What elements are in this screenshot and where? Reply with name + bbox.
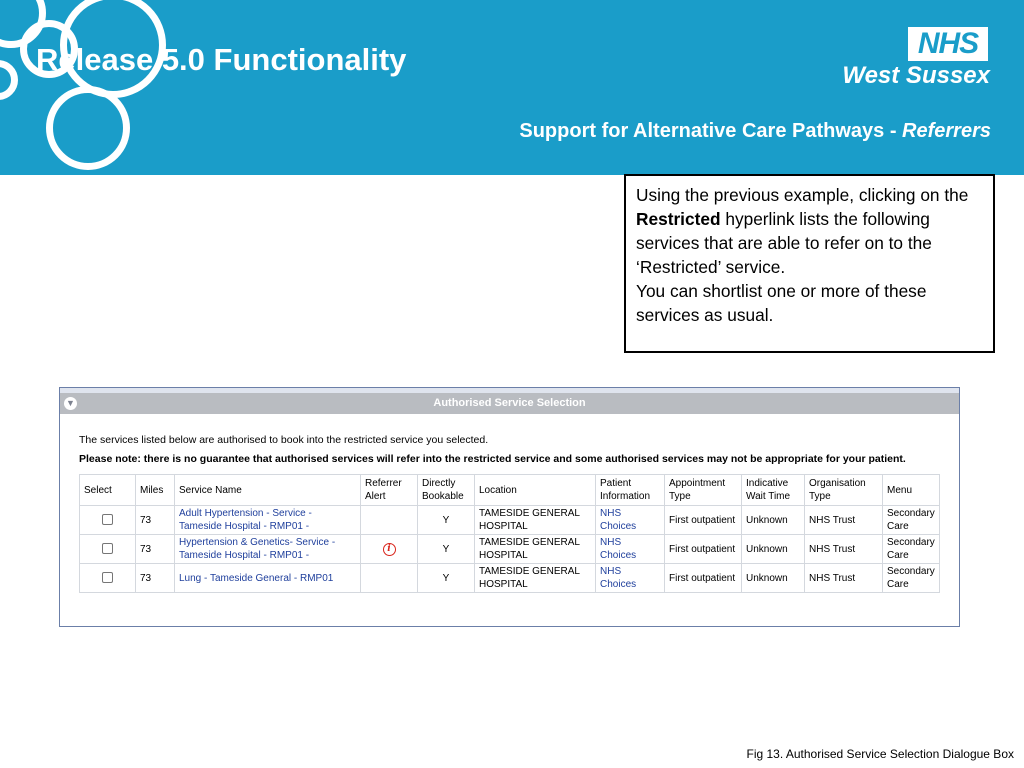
location-cell: TAMESIDE GENERAL HOSPITAL [475,535,596,564]
chevron-down-icon[interactable]: ▼ [64,397,77,410]
services-table [79,474,940,593]
table-row [80,564,940,593]
organisation-type-cell: NHS Trust [805,506,883,535]
column-header-miles: Miles [136,475,175,506]
decorative-ring [46,86,130,170]
explanation-callout [624,174,995,353]
slide-header [0,0,1024,175]
dialog-title: Authorised Service Selection [433,397,586,409]
callout-paragraph [636,183,983,279]
dialog-title-bar [60,393,959,414]
column-header-patient-information: Patient Information [596,475,665,506]
wait-time-cell: Unknown [742,506,805,535]
miles-cell: 73 [136,564,175,593]
column-header-directly-bookable: Directly Bookable [418,475,475,506]
patient-information-link[interactable]: NHS Choices [596,535,665,564]
service-name-link[interactable]: Hypertension & Genetics- Service - Tameside Hospital - RMP01 - [175,535,361,564]
column-header-location: Location [475,475,596,506]
nhs-logo: NHS [908,27,988,61]
column-header-service-name[interactable]: Service Name [175,475,361,506]
callout-bold-term: Restricted [636,209,721,229]
referrer-alert-cell [361,564,418,593]
organisation-type-cell: NHS Trust [805,564,883,593]
service-name-link[interactable]: Lung - Tameside General - RMP01 [175,564,361,593]
column-header-organisation-type: Organisation Type [805,475,883,506]
figure-caption: Fig 13. Authorised Service Selection Dialogue Box [746,747,1014,761]
page-title: Release 5.0 Functionality [36,42,407,77]
organisation-name: West Sussex [842,62,990,89]
miles-cell: 73 [136,506,175,535]
select-checkbox[interactable] [102,543,113,554]
referrer-alert-cell [361,506,418,535]
directly-bookable-cell: Y [418,535,475,564]
authorised-service-dialog [59,387,960,627]
service-name-link[interactable]: Adult Hypertension - Service - Tameside Hospital - RMP01 - [175,506,361,535]
subtitle-emphasis: Referrers [902,120,991,142]
column-header-menu: Menu [883,475,940,506]
appointment-type-cell: First outpatient [665,535,742,564]
select-cell [80,564,136,593]
subtitle-text: Support for Alternative Care Pathways - [519,120,903,142]
select-cell [80,506,136,535]
referrer-alert-cell [361,535,418,564]
patient-information-link[interactable]: NHS Choices [596,506,665,535]
column-header-select: Select [80,475,136,506]
column-header-indicative-wait-time: Indicative Wait Time [742,475,805,506]
column-header-referrer-alert: Referrer Alert [361,475,418,506]
table-row [80,506,940,535]
select-checkbox[interactable] [102,572,113,583]
info-alert-icon[interactable]: i [383,543,396,556]
location-cell: TAMESIDE GENERAL HOSPITAL [475,564,596,593]
wait-time-cell: Unknown [742,564,805,593]
directly-bookable-cell: Y [418,506,475,535]
decorative-ring [0,60,18,100]
column-header-appointment-type: Appointment Type [665,475,742,506]
select-checkbox[interactable] [102,514,113,525]
slide-subtitle [519,120,991,143]
dialog-intro-text: The services listed below are authorised to book into the restricted service you selected. [79,434,489,446]
menu-cell: Secondary Care [883,564,940,593]
directly-bookable-cell: Y [418,564,475,593]
menu-cell: Secondary Care [883,506,940,535]
callout-text: hyperlink lists the following services that are able to refer on to the ‘Restricted’ service. [636,209,932,277]
table-header-row [80,475,940,506]
table-row [80,535,940,564]
organisation-type-cell: NHS Trust [805,535,883,564]
patient-information-link[interactable]: NHS Choices [596,564,665,593]
appointment-type-cell: First outpatient [665,564,742,593]
wait-time-cell: Unknown [742,535,805,564]
select-cell [80,535,136,564]
callout-paragraph: You can shortlist one or more of these services as usual. [636,281,927,325]
location-cell: TAMESIDE GENERAL HOSPITAL [475,506,596,535]
dialog-warning-note: Please note: there is no guarantee that authorised services will refer into the restricted service and some authorised services may not be appropriate for your patient. [79,453,906,465]
callout-text: Using the previous example, clicking on the [636,185,969,205]
menu-cell: Secondary Care [883,535,940,564]
appointment-type-cell: First outpatient [665,506,742,535]
miles-cell: 73 [136,535,175,564]
